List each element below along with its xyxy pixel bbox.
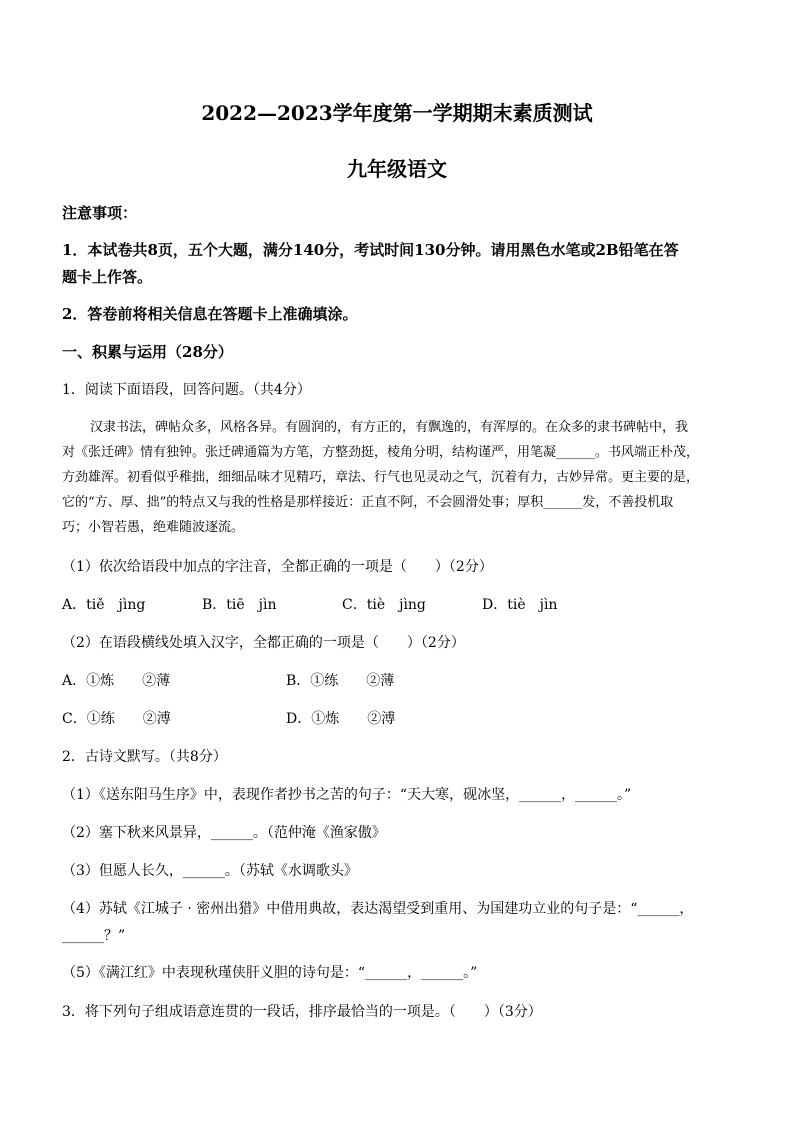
q1-sub2-option-d[interactable]: D．①炼 ②溥 — [286, 711, 396, 727]
question-2-item-1: （1）《送东阳马生序》中，表现作者抄书之苦的句子：“天大寒，砚冰坚，______，______。” — [62, 787, 632, 803]
notice-heading: 注意事项： — [62, 204, 138, 222]
question-3-stem: 3．将下列句子组成语意连贯的一段话，排序最恰当的一项是。（ ）（3分） — [62, 1004, 542, 1020]
q1-sub1-option-c[interactable]: C．tiè jìng — [342, 597, 426, 613]
q1-sub2-option-b[interactable]: B．①练 ②薄 — [286, 673, 395, 689]
q1-sub2-option-c[interactable]: C．①练 ②溥 — [62, 711, 171, 727]
question-1-stem: 1．阅读下面语段，回答问题。（共4分） — [62, 382, 311, 398]
notice-item-1-line-1: 1．本试卷共8页，五个大题，满分140分，考试时间130分钟。请用黑色水笔或2B铅笔在答 — [62, 241, 679, 259]
question-2-item-5: （5）《满江红》中表现秋瑾侠肝义胆的诗句是：“______，______。” — [62, 965, 478, 981]
page-title: 2022—2023学年度第一学期期末素质测试 — [201, 101, 593, 125]
q1-sub1-option-b[interactable]: B．tiē jìn — [202, 597, 277, 613]
question-2-item-2: （2）塞下秋来风景异，______。（范仲淹《渔家傲》 — [62, 825, 386, 841]
question-2-item-3: （3）但愿人长久，______。（苏轼《水调歌头》 — [62, 863, 358, 879]
q1-sub1-option-d[interactable]: D．tiè jìn — [482, 597, 558, 613]
passage-line-3: 方劲雄浑。初看似乎稚拙，细细品味才见精巧，章法、行气也见灵动之气，沉着有力，古妙异常。更主要的是， — [62, 470, 700, 485]
question-1-sub-1-stem: （1）依次给语段中加点的字注音，全都正确的一项是（ ）（2分） — [62, 559, 493, 575]
section-1-heading: 一、积累与运用（28分） — [62, 343, 233, 361]
question-1-sub-2-stem: （2）在语段横线处填入汉字，全都正确的一项是（ ）（2分） — [62, 635, 465, 651]
question-2-item-4-line-1: （4）苏轼《江城子 · 密州出猎》中借用典故，表达渴望受到重用、为国建功立业的句子是：“______， — [62, 901, 694, 917]
notice-item-2: 2．答卷前将相关信息在答题卡上准确填涂。 — [62, 305, 358, 323]
question-2-item-4-line-2: ______？” — [62, 928, 126, 944]
q1-sub2-option-a[interactable]: A．①炼 ②薄 — [62, 673, 171, 689]
passage-line-2: 对《张迁碑》情有独钟。张迁碑通篇为方笔，方整劲挺，棱角分明，结构谨严，用笔凝______。书风端正朴茂， — [62, 445, 700, 460]
passage-line-1: 汉隶书法，碑帖众多，风格各异。有圆润的，有方正的，有飘逸的，有浑厚的。在众多的隶书碑帖中，我 — [90, 420, 689, 435]
question-2-stem: 2．古诗文默写。（共8分） — [62, 749, 227, 765]
page-subtitle: 九年级语文 — [347, 157, 447, 181]
passage-line-4: 它的“方、厚、拙”的特点又与我的性格是那样接近：正直不阿，不会圆滑处事；厚积______发，不善投机取 — [62, 495, 674, 510]
q1-sub1-option-a[interactable]: A．tiě jìng — [62, 597, 146, 613]
notice-item-1-line-2: 题卡上作答。 — [62, 268, 153, 286]
passage-line-5: 巧；小智若愚，绝难随波逐流。 — [62, 520, 245, 535]
